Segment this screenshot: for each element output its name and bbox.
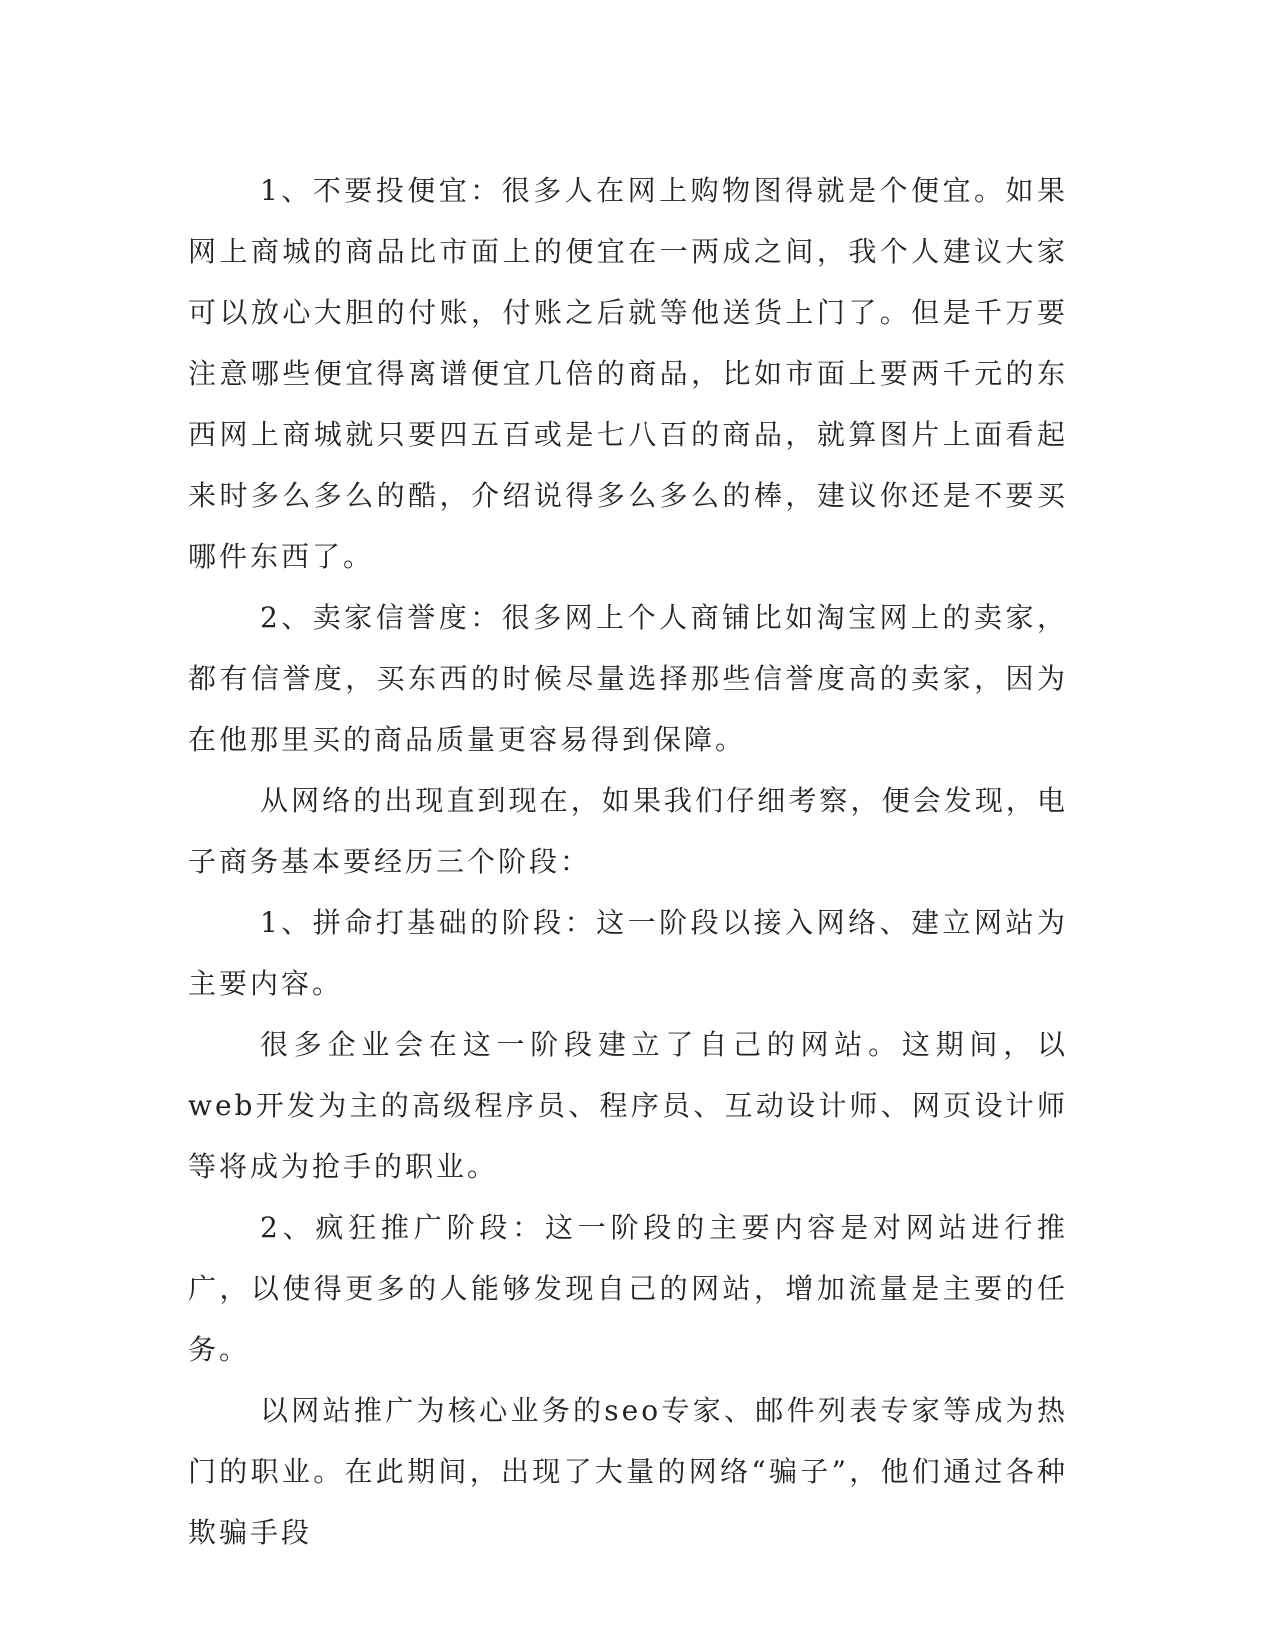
paragraph-6: 2、疯狂推广阶段：这一阶段的主要内容是对网站进行推广，以使得更多的人能够发现自己的网站，增加流量是主要的任务。: [188, 1211, 1068, 1366]
paragraph-5: 很多企业会在这一阶段建立了自己的网站。这期间，以web开发为主的高级程序员、程序员、互动设计师、网页设计师等将成为抢手的职业。: [188, 1028, 1068, 1183]
paragraph-4: 1、拼命打基础的阶段：这一阶段以接入网络、建立网站为主要内容。: [188, 906, 1068, 1000]
paragraph-7: 以网站推广为核心业务的seo专家、邮件列表专家等成为热门的职业。在此期间，出现了大量的网络“骗子”，他们通过各种欺骗手段: [188, 1394, 1068, 1549]
document-body: [188, 160, 1068, 1563]
paragraph-1: 1、不要投便宜：很多人在网上购物图得就是个便宜。如果网上商城的商品比市面上的便宜在一两成之间，我个人建议大家可以放心大胆的付账，付账之后就等他送货上门了。但是千万要注意哪些便宜得离谱便宜几倍的商品，比如市面上要两千元的东西网上商城就只要四五百或是七八百的商品，就算图片上面看起来时多么多么的酷，介绍说得多么多么的棒，建议你还是不要买哪件东西了。: [188, 174, 1068, 573]
paragraph-3: 从网络的出现直到现在，如果我们仔细考察，便会发现，电子商务基本要经历三个阶段：: [188, 784, 1068, 878]
paragraph-2: 2、卖家信誉度：很多网上个人商铺比如淘宝网上的卖家，都有信誉度，买东西的时候尽量选择那些信誉度高的卖家，因为在他那里买的商品质量更容易得到保障。: [188, 601, 1068, 756]
